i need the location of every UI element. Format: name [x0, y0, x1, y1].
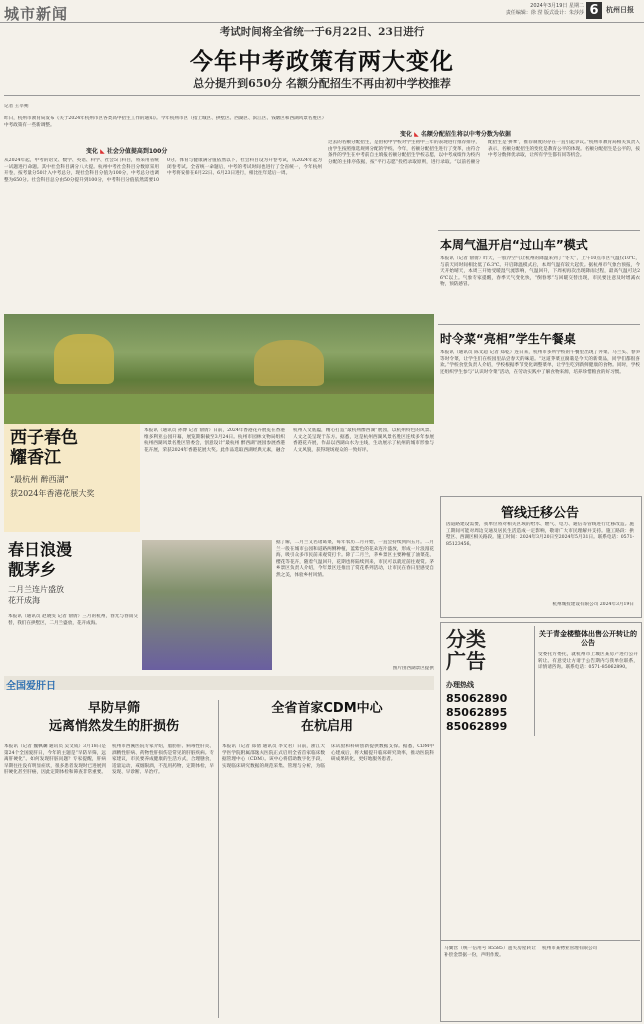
pipe-notice-text: 因道路建设需要，我单位将对相关区域的给水、燃气、电力、通信等管线进行迁移改造。施工期间可能对周边交通及居民生活造成一定影响，敬请广大市民理解并支持。施工路段：拱墅区、西湖区相关路段。施工时间：2024年3月20日至2024年5月31日。联系电话：0571-85123456。: [446, 522, 634, 547]
section1-text: 从2024年起，中考的语文、数学、英语、科学、社会5门科目，将采用省统一试题进行命题。其中社会科目满分八大提。杭州中考社会科目分数原采用开卷，按考量分50计入中考总分，现社会科目分值为100分，中考总分也调整为650分。社会科目总分由50分提升到100分，中考科目分值依然需要100分。体育与健康满分值依然以下，社会科目设为开卷考试，从2024年起为闭卷考试。全省统一命题后，中考的考试时间也进行了全省统一，今年杭州中考将安排在6月22日、6月23日进行，相比往年延后一周。: [4, 158, 322, 183]
province-banner: [4, 676, 434, 690]
feature1-subtitle: 获2024年香港花展大奖: [10, 489, 95, 498]
story1-text: 本报讯（记者 魏枫斓 通讯员 吴文成）3月18日是第24个全国爱肝日，今年的主题是“早防早筛，远离肝硬化”。如何发现肝脏问题？专家提醒，肝病早期往往没有明显症状，很多患者发现时已进展到肝硬化甚至肝癌，因此定期体检和筛查非常重要。杭州市西溪医院专家介绍，脂肪肝、病毒性肝炎、酒精性肝病、药物性肝损伤是常见的肝脏疾病。专家建议，市民要养成健康的生活方式，合理膳食，适量运动，戒烟限酒，不乱用药物，定期体检，早发现、早诊断、早治疗。: [4, 744, 214, 776]
feature1-title: [10, 428, 78, 468]
lead-headline: 今年中考政策有两大变化: [190, 49, 454, 75]
section-title: 城市新闻: [4, 5, 69, 23]
notice-title: 关于青金楼整体出售公开转让的公告: [539, 630, 637, 647]
feature2-title-line1: 春日浪漫: [8, 540, 73, 559]
feature2-subtitle-line1: 二月兰连片盛放: [8, 585, 64, 594]
menu-title: 时令菜“亮相”学生午餐桌: [440, 332, 576, 346]
feature1-text: 本报讯（通讯员 孙博 记者 俞倩）日前，2024年香港花卉展览在香港维多利亚公园开幕，展览期限截至3月24日。杭州市园林文物局组织杭州西湖风景名胜区管委会，创意设计“最杭州 醉西湖”展园参展香港花卉展，荣获2024年香港花展大奖。此作品选取西湖经典元素，融合杭州人文底蕴，精心打造“最杭州醉西湖”展园，以杭州特色的风景、人文之美呈现于东方。据悉，这是杭州西湖风景名胜区连续多年参展香港花卉展，作品以西湖山水为主线，生动展示了杭州的城市形象与人文风貌，获得现场观众的一致好评。: [144, 428, 434, 453]
feature1-title-line2: 耀香江: [10, 448, 61, 468]
flower-sculpture: [254, 340, 324, 386]
divider: [438, 230, 640, 231]
section1-label: 变化: [86, 148, 99, 155]
story2-title: [222, 700, 432, 736]
classified-title: [446, 628, 486, 672]
story2-title-line1: 全省首家CDM中心: [271, 701, 383, 716]
feature2-text: 据了解，二月兰又名诸葛菜，每年农历二月开始，一直会持续到四五月。二月兰一般在城市公园和道路两侧种植，蓝紫色的花朵连片盛放，形成一片浪漫花海，吸引众多市民前来观赏打卡。除了二月兰，茅乡景区主要种植了油菜花、樱花等花卉，随着气温回升，花期也将陆续到来，市民可以就近前往观赏。茅乡景区负责人介绍，今年景区还推出了赏花系列活动，让市民在春日里感受自然之美，体验乡村风情。: [276, 540, 434, 578]
story1-title-line2: 远离悄然发生的肝损伤: [48, 719, 179, 734]
story2-text: 本报讯（记者 郑倩 通讯员 李文君）日前，浙江大学医学院附属邵逸夫医院正式启用全省首家临床数据管理中心（CDM）。该中心将借助数字化手段，实现临床研究数据的规范采集、管理与分析，为临床试验和科研创新提供数据支撑。据悉，CDM中心建成后，将大幅提升临床研究效率，推动医院科研成果转化，更好地服务患者。: [222, 744, 434, 769]
page-meta: [506, 3, 584, 17]
section1-heading: [86, 146, 167, 155]
meta-date: 2024年3月19日 星期二: [530, 3, 584, 9]
feature1-title-line1: 西子春色: [10, 428, 78, 448]
section2-heading: [400, 129, 511, 138]
lead-byline: 记者 王莘朔: [4, 104, 29, 109]
weather-title: 本周气温开启“过山车”模式: [440, 238, 588, 252]
province-banner-title: 全国爱肝日: [6, 681, 56, 692]
story2-title-line2: 在杭启用: [300, 719, 353, 734]
lead-kicker: 考试时间将全省统一于6月22日、23日进行: [219, 26, 425, 38]
arrow-icon: ◣: [100, 148, 105, 155]
flower-bed: [4, 394, 434, 424]
section2-title: 名额分配招生将以中考分数为依据: [420, 131, 511, 138]
lead-subhead: 总分提升到650分 名额分配招生不再由初中学校推荐: [193, 77, 451, 90]
classified-footer-left: 马翼营（统一信用号 85585）遗失房屋转让补偿金票据一份，声明作废。: [444, 946, 536, 958]
section2-text: 过去的名额分配招生，是由初中学校对学生初中三年的表现进行推荐排序，由学生按照推选规则分配的学校。今年，名额分配招生进行了变革，由符合条件的学生在中考前自主填报名额分配招生学校志愿，以中考成绩作为校内分配的主排序依据，按“平行志愿”投档录取原则，进行录取。“以前名额分配招生是‘拼爹’，推荐制度的存在一直引起争议。”杭州市教育局相关负责人表示，名额分配招生的变化是教育公平的体现。名额分配招生是公平的，按中考分数择优录取，让所有学生都有同等机会。: [328, 140, 640, 165]
feature2-title-line2: 靓茅乡: [8, 560, 57, 579]
notice-text: 受委托方委托，就杭州市上城区某房产进行公开转让。有意受让方请于公告期内与我单位联系，详情请咨询。联系电话：0571-85062890。: [538, 652, 638, 671]
feature2-caption: 本报讯（通讯员 赵晓雯 记者 俞倩）三月的杭州，春光与春雨交替，我们在拱墅区，二月兰盛放，花开成海。: [8, 614, 138, 626]
feature1-tag: “最杭州 醉西湖”: [10, 475, 69, 484]
divider: [534, 626, 535, 736]
classified-footer-right: 杭州市某物业管理有限公司: [542, 946, 598, 951]
flower-sculpture: [54, 334, 114, 384]
arrow-icon: ◣: [414, 131, 419, 138]
orchid-photo: [142, 540, 272, 670]
phone-number: 85062890: [446, 692, 508, 705]
section2-label: 变化: [400, 131, 413, 138]
lead-intro: 昨日，杭州市教育局发布《关于2024年杭州市区各类高中招生工作的通知》。今年杭州市区（指上城区、拱墅区、西湖区、滨江区、钱塘区和西湖风景名胜区）中考政策有一些新调整。: [4, 116, 324, 128]
newspaper-logo: 杭州日报: [606, 5, 634, 14]
classified-phone-label: 办理热线: [446, 680, 474, 689]
divider: [218, 700, 219, 1018]
classified-title-line2: 广告: [446, 649, 486, 673]
pipe-notice-footer: 杭州城投建设有限公司 2024年3月19日: [552, 602, 634, 607]
classified-title-line1: 分类: [446, 627, 486, 651]
story1-title-line1: 早防早筛: [87, 701, 140, 716]
meta-editors: 责任编辑：徐 滢 版式设计：朱莎莎: [505, 10, 584, 16]
divider: [438, 324, 640, 325]
phone-number: 85062895: [446, 706, 508, 719]
menu-text: 本报讯（通讯员 陈文超 记者 郑乾）连日来，杭州市多所学校的午餐里出现了荠菜、马兰头、春笋等时令菜，让学生们在校园里品尝春天的味道。“这道荠菜豆腐羹是今天的新菜品，同学们都很喜欢。”学校食堂负责人介绍，学校根据季节变化调整菜单，让学生吃到新鲜健康的食物。同时，学校还组织学生参与“认识时令菜”活动，在劳动实践中了解食物来源，培养珍惜粮食的好习惯。: [440, 350, 640, 375]
phone-number: 85062899: [446, 720, 508, 733]
feature2-title: [8, 540, 72, 580]
divider: [4, 95, 640, 96]
feature2-photo-credit: 图片由西湖景区提供: [392, 666, 434, 671]
divider: [440, 940, 640, 941]
weather-text: 本报讯（记者 俞倩）昨天，一股冷空气让杭州的降温来到了“冬天”，上午10点市区气温仅10℃，与前天同时间相比低了6.3℃。开启降温模式后，本周气温有较大起伏。据杭州市气象台预报，今天开始晴天，本周三开始受暖湿气流影响，气温回升，下周初再次出现降雨过程，最高气温可达26℃以上。气象专家提醒，春季天气变化快，“倒春寒”与回暖交替出现，市民要注意及时增减衣物，预防感冒。: [440, 256, 640, 288]
story1-title: [14, 700, 214, 736]
section1-title: 社会分值提高到100分: [106, 148, 168, 155]
feature2-subtitle-line2: 花开成海: [8, 596, 40, 605]
feature2-subtitle: [8, 584, 64, 606]
classified-phones: [446, 692, 507, 734]
pipe-notice-title: 管线迁移公告: [500, 506, 579, 521]
page-number: 6: [586, 2, 602, 19]
flower-show-photo: [4, 314, 434, 424]
